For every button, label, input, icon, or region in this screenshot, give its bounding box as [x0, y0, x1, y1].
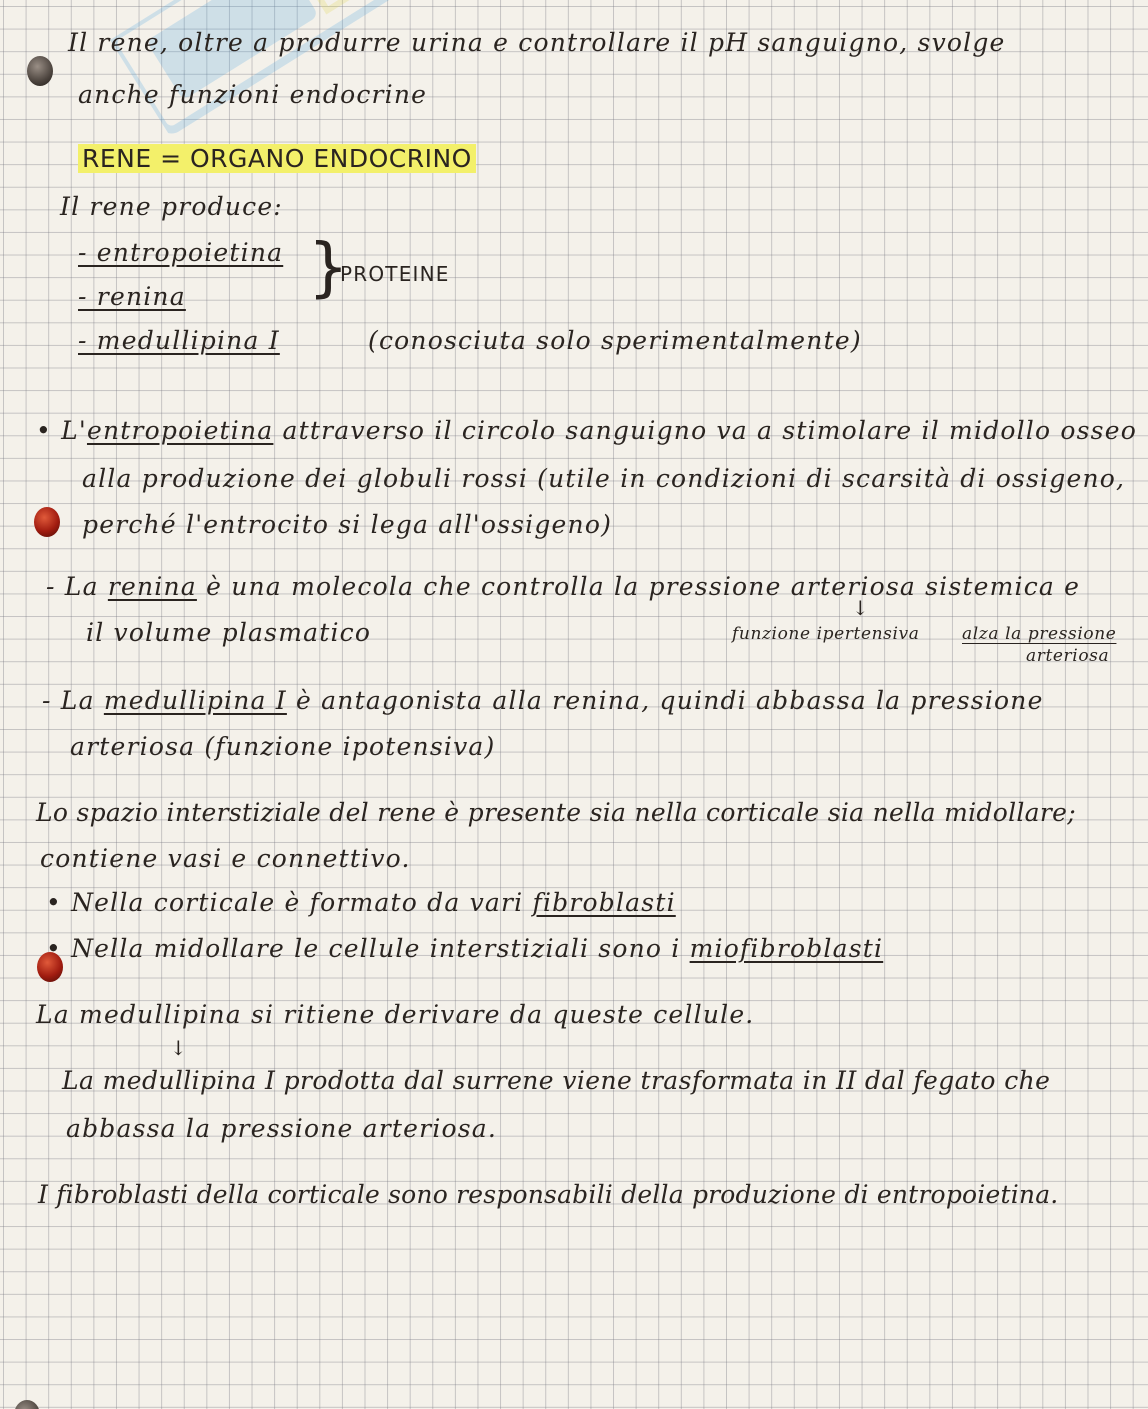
miofibroblasti-keyword: miofibroblasti	[689, 934, 884, 963]
binder-hole	[14, 1400, 40, 1409]
epo-line-1-pre: • L'	[36, 416, 87, 445]
midollare-pre: • Nella midollare le cellule interstiziali sono i	[46, 934, 690, 963]
brace-glyph: }	[308, 231, 349, 305]
renina-side-note: funzione ipertensiva	[732, 624, 920, 644]
binder-hole	[34, 507, 60, 537]
epo-line-3: perché l'entrocito si lega all'ossigeno)	[82, 510, 613, 539]
renina-keyword: renina	[107, 572, 197, 601]
renina-line-1	[46, 572, 1080, 601]
binder-hole	[27, 56, 53, 86]
proteine-label: PROTEINE	[340, 262, 450, 286]
transformation-line-1: La medullipina I prodotta dal surrene viene trasformata in II dal fegato che	[62, 1066, 1051, 1095]
produces-line: Il rene produce:	[60, 192, 283, 221]
down-arrow-2: ↓	[170, 1036, 187, 1060]
renina-line-1-post: è una molecola che controlla la pressione arteriosa sistemica e	[196, 572, 1081, 601]
interstitial-line-2: contiene vasi e connettivo.	[40, 844, 411, 873]
highlight-heading	[78, 144, 476, 173]
highlight-text: RENE = ORGANO ENDOCRINO	[78, 144, 476, 173]
midollare-line	[46, 934, 883, 963]
medullipina-line-2: arteriosa (funzione ipotensiva)	[70, 732, 496, 761]
epo-line-2: alla produzione dei globuli rossi (utile in condizioni di scarsità di ossigeno,	[82, 464, 1126, 493]
corticale-line	[46, 888, 676, 917]
down-arrow: ↓	[852, 596, 869, 620]
medullipina-note: (conosciuta solo sperimentalmente)	[368, 326, 862, 355]
derivation-line: La medullipina si ritiene derivare da queste cellule.	[36, 1000, 755, 1029]
interstitial-line-1: Lo spazio interstiziale del rene è presente sia nella corticale sia nella midollare;	[36, 798, 1076, 827]
intro-line-2: anche funzioni endocrine	[78, 80, 428, 109]
renina-side-note-2: alza la pressione	[962, 624, 1117, 644]
epo-line-1	[36, 416, 1137, 445]
intro-line-1: Il rene, oltre a produrre urina e controllare il pH sanguigno, svolge	[68, 28, 1006, 57]
transformation-line-2: abbassa la pressione arteriosa.	[66, 1114, 498, 1143]
fibroblasti-keyword: fibroblasti	[532, 888, 676, 917]
final-line: I fibroblasti della corticale sono responsabili della produzione di entropoietina.	[38, 1180, 1059, 1209]
list-item-renina: - renina	[78, 282, 186, 311]
epo-keyword: entropoietina	[86, 416, 274, 445]
renina-line-2: il volume plasmatico	[86, 618, 372, 647]
medullipina-line-1	[42, 686, 1044, 715]
corticale-pre: • Nella corticale è formato da vari	[46, 888, 533, 917]
list-item-medullipina: - medullipina I	[78, 326, 280, 355]
list-item-entropoietina: - entropoietina	[78, 238, 284, 267]
medullipina-line-1-post: è antagonista alla renina, quindi abbassa la pressione	[286, 686, 1044, 715]
epo-line-1-post: attraverso il circolo sanguigno va a stimolare il midollo osseo	[273, 416, 1137, 445]
renina-side-note-3: arteriosa	[1026, 646, 1110, 666]
medullipina-keyword: medullipina I	[103, 686, 287, 715]
medullipina-line-1-pre: - La	[42, 686, 104, 715]
renina-line-1-pre: - La	[46, 572, 108, 601]
